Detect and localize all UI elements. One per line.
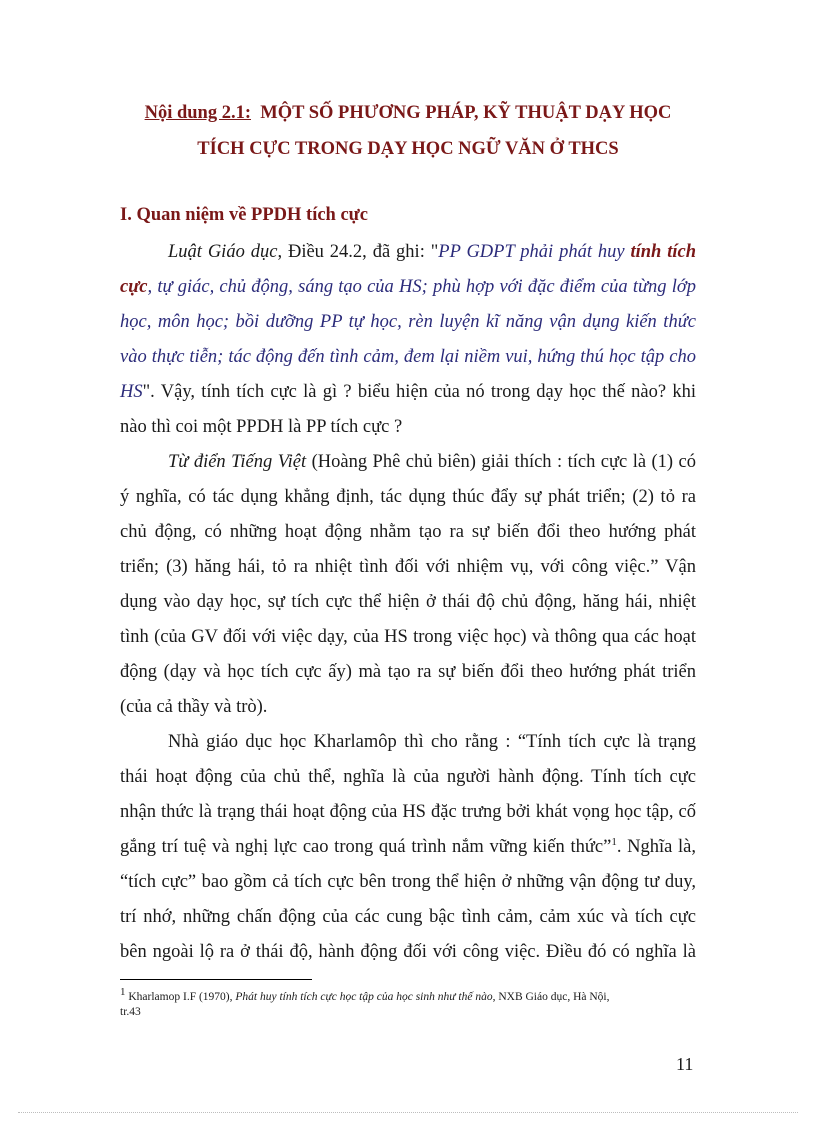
footnote-mark: 1 — [120, 986, 126, 999]
page-bottom-border — [18, 1112, 798, 1113]
para2-line-8: (của cả thầy và trò). — [120, 697, 268, 717]
quote-run: HS — [120, 382, 143, 402]
emphasis-run: cực — [120, 277, 148, 297]
text-run: , Điều 24.2, đã ghi: " — [277, 242, 439, 262]
content-label: Nội dung 2.1: — [144, 103, 251, 123]
para2-line-4: triển; (3) hăng hái, tỏ ra nhiệt tình đối với nhiệm vụ, với công việc.” Vận — [120, 557, 696, 577]
para3-line-7: bên ngoài lộ ra ở thái độ, hành động đối với công việc. Điều đó có nghĩa là — [120, 942, 696, 962]
para2-line-1 — [168, 450, 696, 474]
law-title: Luật Giáo dục — [168, 242, 278, 262]
para2-line-5: dụng vào dạy học, sự tích cực thể hiện ở thái độ chủ động, hăng hái, nhiệt — [120, 592, 696, 612]
section-heading: I. Quan niệm về PPDH tích cực — [120, 205, 368, 225]
para2-line-2: ý nghĩa, có tác dụng khẳng định, tác dụng thúc đẩy sự phát triển; (2) tỏ ra — [120, 487, 696, 507]
footnote-publisher: , NXB Giáo dục, Hà Nội, — [492, 991, 610, 1003]
footnote-line-2: tr.43 — [120, 1006, 141, 1018]
footnote-book-title: Phát huy tính tích cực học tập của học sinh như thế nào — [235, 991, 493, 1003]
para3-line-1: Nhà giáo dục học Kharlamôp thì cho rằng : “Tính tích cực là trạng — [168, 732, 696, 752]
para3-line-5: “tích cực” bao gồm cả tích cực bên trong thể hiện ở những vận động tư duy, — [120, 872, 696, 892]
para1-line-6: nào thì coi một PPDH là PP tích cực ? — [120, 417, 403, 437]
text-run: (Hoàng Phê chủ biên) giải thích : tích cực là (1) có — [306, 452, 696, 472]
footnote-separator — [120, 979, 312, 980]
text-run: ". Vậy, tính tích cực là gì ? biểu hiện của nó trong dạy học thế nào? khi — [142, 382, 696, 402]
para1-line-5 — [120, 380, 696, 404]
title-text-1: MỘT SỐ PHƯƠNG PHÁP, KỸ THUẬT DẠY HỌC — [260, 103, 672, 123]
para3-line-6: trí nhớ, những chấn động của các cung bậc tình cảm, cảm xúc và tích cực — [120, 907, 696, 927]
text-run: . Nghĩa là, — [616, 837, 696, 857]
text-run: gắng trí tuệ và nghị lực cao trong quá trình nắm vững kiến thức” — [120, 837, 612, 857]
para2-line-7: động (dạy và học tích cực ấy) mà tạo ra sự biến đổi theo hướng phát triển — [120, 662, 696, 682]
dictionary-title: Từ điển Tiếng Việt — [168, 452, 307, 472]
title-line-1 — [120, 103, 696, 124]
page-number: 11 — [676, 1054, 694, 1074]
para2-line-3: chủ động, có những hoạt động nhằm tạo ra sự biến đổi theo hướng phát — [120, 522, 696, 542]
para1-line-4: vào thực tiễn; tác động đến tình cảm, đem lại niềm vui, hứng thú học tập cho — [120, 347, 696, 367]
title-line-2: TÍCH CỰC TRONG DẠY HỌC NGỮ VĂN Ở THCS — [197, 139, 619, 159]
footnote-author: Kharlamop I.F (1970), — [125, 991, 236, 1003]
para1-line-3: học, môn học; bồi dưỡng PP tự học, rèn luyện kĩ năng vận dụng kiến thức — [120, 312, 696, 332]
footnote-ref[interactable]: 1 — [611, 835, 617, 848]
footnote-line-1 — [120, 986, 696, 1005]
para3-line-2: thái hoạt động của chủ thể, nghĩa là của người hành động. Tính tích cực — [120, 767, 696, 787]
para1-line-2 — [120, 275, 696, 299]
para3-line-3: nhận thức là trạng thái hoạt động của HS đặc trưng bởi khát vọng học tập, cố — [120, 802, 696, 822]
quote-run: , tự giác, chủ động, sáng tạo của HS; phù hợp với đặc điểm của từng lớp — [147, 277, 696, 297]
para3-line-4 — [120, 835, 696, 859]
emphasis-run: tính tích — [630, 242, 697, 262]
para1-line-1 — [168, 240, 696, 264]
para2-line-6: tình (của GV đối với việc dạy, của HS trong việc học) và thông qua các hoạt — [120, 627, 696, 647]
quote-run: PP GDPT phải phát huy — [438, 242, 631, 262]
